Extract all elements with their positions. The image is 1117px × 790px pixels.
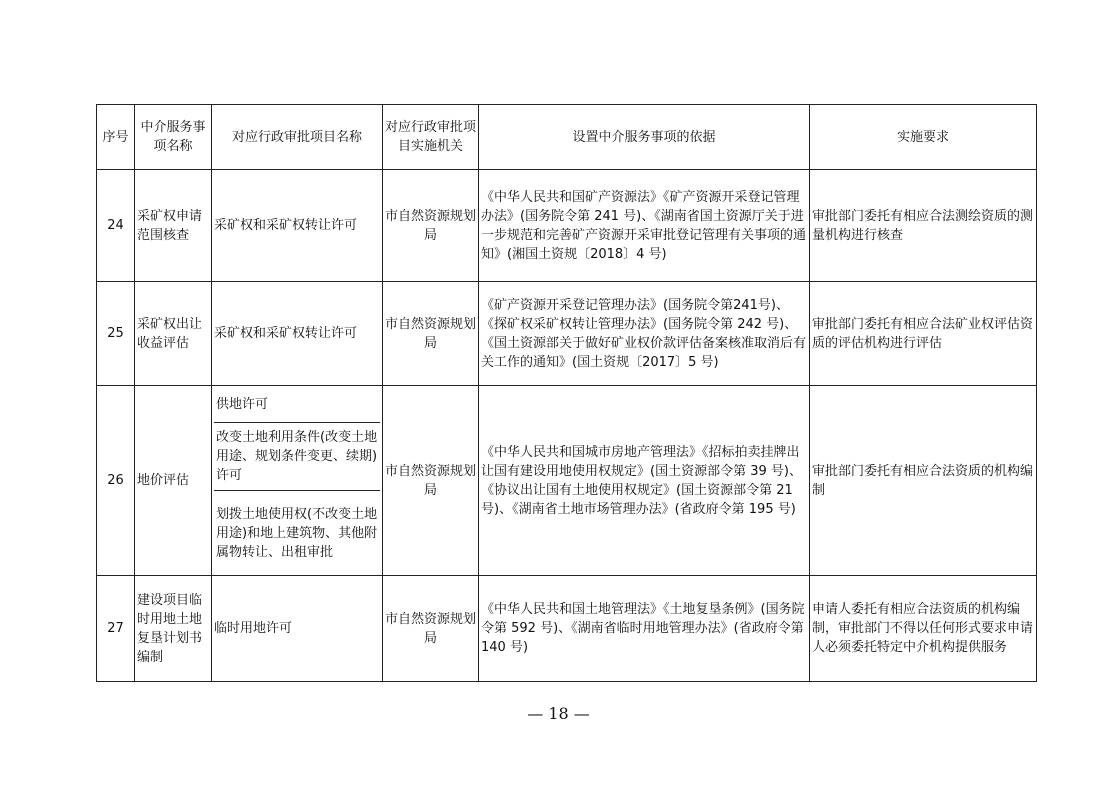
approval-items-subtable (214, 386, 380, 575)
table-row (97, 576, 1037, 682)
row-agency: 市自然资源规划局 (383, 282, 479, 386)
row-seq: 26 (97, 386, 135, 576)
row-requirement: 审批部门委托有相应合法资质的机构编制 (810, 386, 1037, 576)
row-service-name: 采矿权申请范围核查 (135, 170, 212, 282)
approval-subitem: 划拨土地使用权(不改变土地用途)和地上建筑物、其他附属物转让、出租审批 (214, 491, 380, 576)
table-row (97, 386, 1037, 576)
row-basis: 《中华人民共和国土地管理法》《土地复垦条例》(国务院令第 592 号)、《湖南省临时用地管理办法》(省政府令第 140 号) (479, 576, 810, 682)
table-header-row (97, 105, 1037, 170)
row-seq: 25 (97, 282, 135, 386)
approval-subitem: 改变土地利用条件(改变土地用途、规划条件变更、续期)许可 (214, 423, 380, 491)
row-agency: 市自然资源规划局 (383, 386, 479, 576)
page-number: — 18 — (527, 704, 590, 723)
header-basis: 设置中介服务事项的依据 (479, 105, 810, 170)
row-requirement: 申请人委托有相应合法资质的机构编制，审批部门不得以任何形式要求申请人必须委托特定中介机构提供服务 (810, 576, 1037, 682)
row-approval-item: 采矿权和采矿权转让许可 (212, 282, 383, 386)
row-service-name: 建设项目临时用地土地复垦计划书编制 (135, 576, 212, 682)
row-approval-items (212, 386, 383, 576)
row-basis: 《矿产资源开采登记管理办法》(国务院令第241号)、《探矿权采矿权转让管理办法》(国务院令第 242 号)、《国土资源部关于做好矿业权价款评估备案核准取消后有关工作的通知》(国土资规〔2017〕5 号) (479, 282, 810, 386)
approval-subitem: 供地许可 (216, 396, 269, 412)
row-approval-item: 采矿权和采矿权转让许可 (212, 170, 383, 282)
header-approval-item: 对应行政审批项目名称 (212, 105, 383, 170)
row-seq: 27 (97, 576, 135, 682)
row-service-name: 采矿权出让收益评估 (135, 282, 212, 386)
row-service-name: 地价评估 (135, 386, 212, 576)
intermediary-services-table (96, 104, 1037, 682)
row-requirement: 审批部门委托有相应合法测绘资质的测量机构进行核查 (810, 170, 1037, 282)
row-seq: 24 (97, 170, 135, 282)
row-approval-item: 临时用地许可 (212, 576, 383, 682)
header-requirement: 实施要求 (810, 105, 1037, 170)
row-basis: 《中华人民共和国城市房地产管理法》《招标拍卖挂牌出让国有建设用地使用权规定》(国土资源部令第 39 号)、《协议出让国有土地使用权规定》(国土资源部令第 21 号)、《湖南省土地市场管理办法》(省政府令第 195 号) (479, 386, 810, 576)
row-agency: 市自然资源规划局 (383, 576, 479, 682)
header-service-name: 中介服务事项名称 (135, 105, 212, 170)
row-agency: 市自然资源规划局 (383, 170, 479, 282)
header-agency: 对应行政审批项目实施机关 (383, 105, 479, 170)
row-basis: 《中华人民共和国矿产资源法》《矿产资源开采登记管理办法》(国务院令第 241 号)、《湖南省国土资源厅关于进一步规范和完善矿产资源开采审批登记管理有关事项的通知》(湘国土资规〔2018〕4 号) (479, 170, 810, 282)
header-seq: 序号 (97, 105, 135, 170)
row-requirement: 审批部门委托有相应合法矿业权评估资质的评估机构进行评估 (810, 282, 1037, 386)
table-row (97, 170, 1037, 282)
table-row (97, 282, 1037, 386)
